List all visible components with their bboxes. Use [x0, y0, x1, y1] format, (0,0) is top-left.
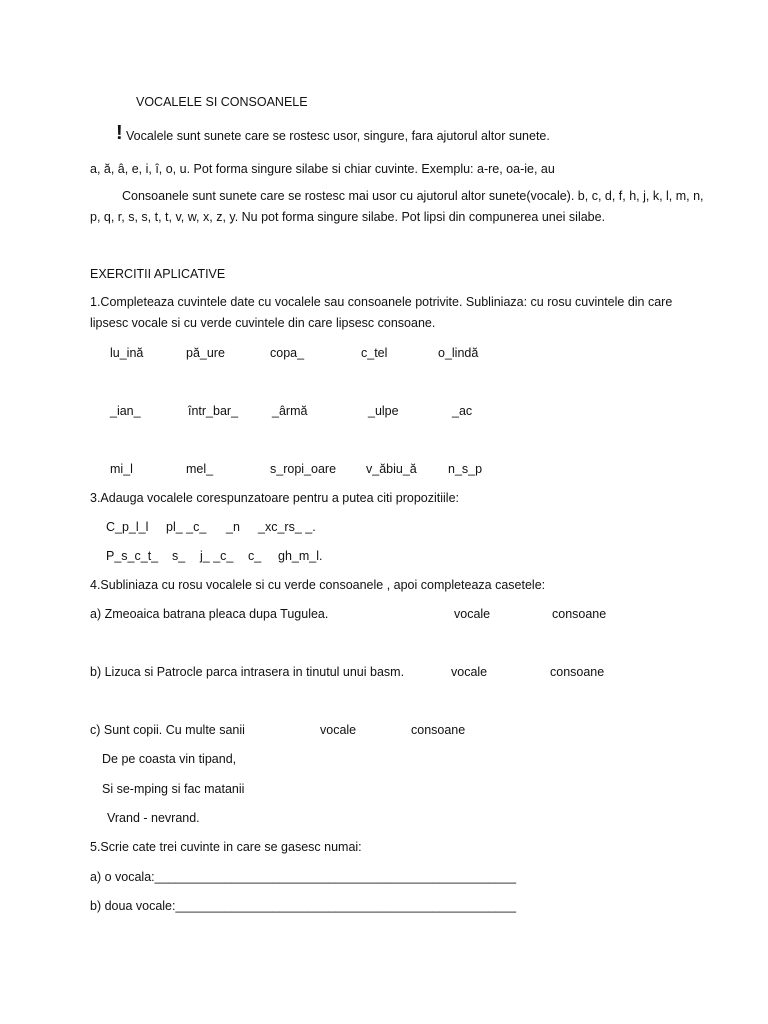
answer-line-one-vowel: a) o vocala:____________________________________________________ — [90, 870, 517, 884]
word-item: _ulpe — [368, 404, 399, 418]
exercise-4a: a) Zmeoaica batrana pleaca dupa Tugulea. — [90, 607, 329, 621]
word-item: _ian_ — [110, 404, 141, 418]
word-item: s_ropi_oare — [270, 462, 337, 476]
word-item: v_ăbiu_ă — [366, 462, 417, 476]
vowels-list: a, ă, â, e, i, î, o, u. Pot forma singure silabe si chiar cuvinte. Exemplu: a-re, oa-ie, au — [90, 162, 555, 176]
answer-line-two-vowels: b) doua vocale:_________________________________________________ — [90, 899, 517, 913]
vocale-label: vocale — [454, 607, 491, 621]
word-item: mi_l — [110, 462, 133, 476]
vocale-label: vocale — [320, 723, 357, 737]
page-title: VOCALELE SI CONSOANELE — [136, 95, 308, 109]
word-item: lu_ină — [110, 346, 144, 360]
word-item: într_bar_ — [188, 404, 239, 418]
sentence-word: _xc_rs_ _. — [258, 520, 316, 534]
sentence-word: P_s_c_t_ — [106, 549, 159, 563]
exercise-5-prompt: 5.Scrie cate trei cuvinte in care se gasesc numai: — [90, 840, 362, 854]
exclamation-mark: ! — [116, 122, 123, 144]
sentence-word: s_ — [172, 549, 186, 563]
sentence-word: _n — [226, 520, 240, 534]
sentence-word: j_ _c_ — [200, 549, 234, 563]
word-item: _ac — [452, 404, 473, 418]
word-item: mel_ — [186, 462, 214, 476]
word-item: copa_ — [270, 346, 305, 360]
exercise-1-prompt: 1.Completeaza cuvintele date cu vocalele sau consoanele potrivite. Subliniaza: cu rosu cuvintele din care lipsesc vocale si cu verde cuvintele din care lipsesc consoane. — [90, 295, 673, 330]
exercise-4-prompt: 4.Subliniaza cu rosu vocalele si cu verde consoanele , apoi completeaza casetele: — [90, 578, 546, 592]
sentence-word: c_ — [248, 549, 262, 563]
poem-line: Vrand - nevrand. — [107, 811, 200, 825]
consoane-label: consoane — [550, 665, 605, 679]
word-item: pă_ure — [186, 346, 225, 360]
exercise-4b: b) Lizuca si Patrocle parca intrasera in tinutul unui basm. — [90, 665, 405, 679]
exercise-3-prompt: 3.Adauga vocalele corespunzatoare pentru a putea citi propozitiile: — [90, 491, 459, 505]
consoane-label: consoane — [552, 607, 607, 621]
vowels-definition: Vocalele sunt sunete care se rostesc usor, singure, fara ajutorul altor sunete. — [126, 129, 550, 143]
word-item: _ârmă — [272, 404, 308, 418]
word-item: n_s_p — [448, 462, 483, 476]
word-item: c_tel — [361, 346, 388, 360]
poem-line: Si se-mping si fac matanii — [102, 782, 245, 796]
vocale-label: vocale — [451, 665, 488, 679]
sentence-word: C_p_l_l — [106, 520, 149, 534]
poem-line: De pe coasta vin tipand, — [102, 752, 237, 766]
sentence-word: pl_ _c_ — [166, 520, 207, 534]
consonants-definition: Consoanele sunt sunete care se rostesc mai usor cu ajutorul altor sunete(vocale). b, c, d, f, h, j, k, l, m, n, p, q, r, s, s, t, t, v, w, x, z, y. Nu pot forma singure silabe. Pot lipsi din compunerea unei silabe. — [90, 189, 704, 224]
exercise-4c: c) Sunt copii. Cu multe sanii — [90, 723, 245, 737]
consoane-label: consoane — [411, 723, 466, 737]
sentence-word: gh_m_l. — [278, 549, 323, 563]
section-title: EXERCITII APLICATIVE — [90, 267, 226, 281]
word-item: o_lindă — [438, 346, 479, 360]
